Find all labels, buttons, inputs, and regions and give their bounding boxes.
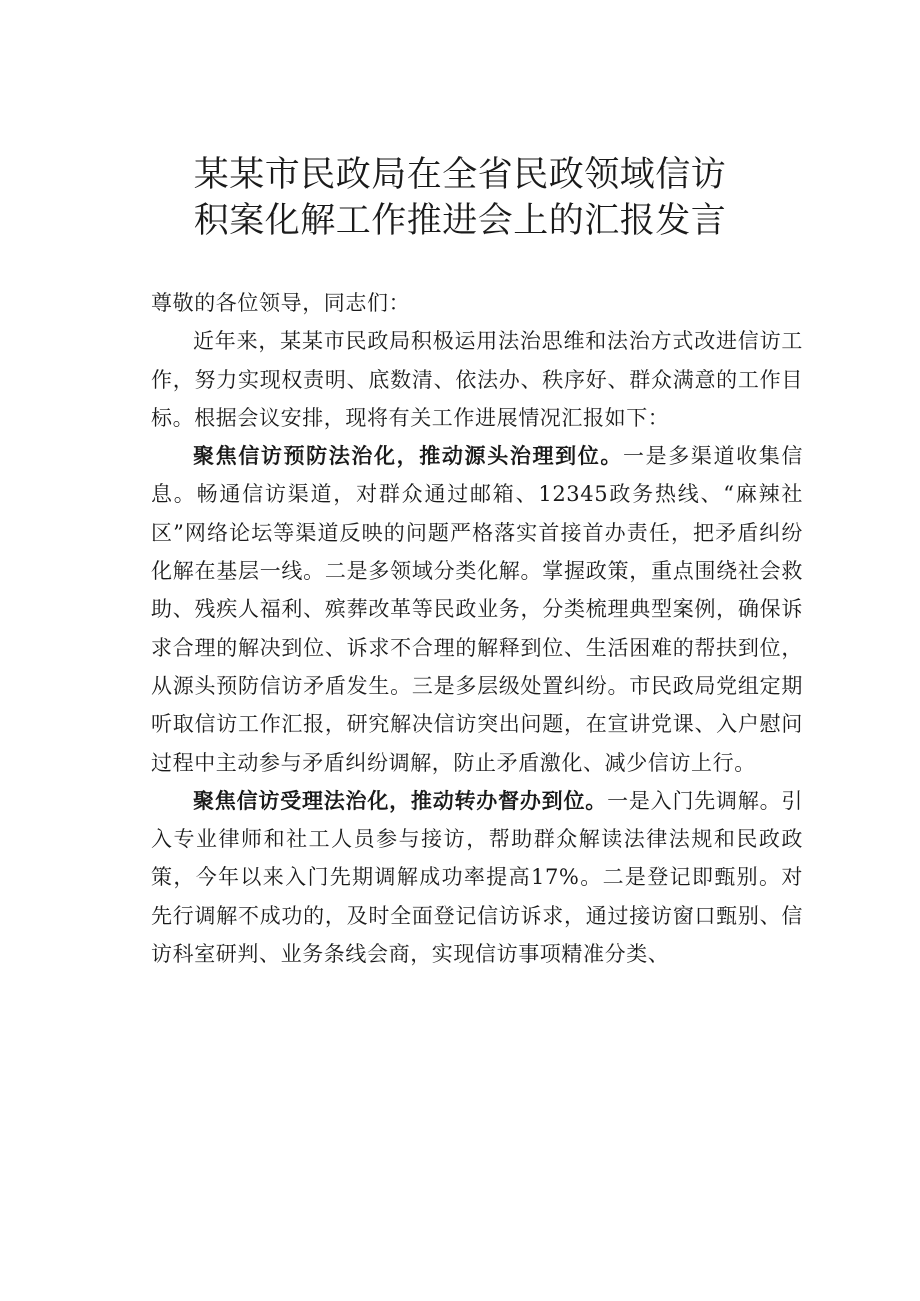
section-2-heading: 聚焦信访受理法治化，推动转办督办到位。 (193, 787, 608, 813)
section-1-text: 一是多渠道收集信息。畅通信访渠道，对群众通过邮箱、12345政务热线、“麻辣社区”网络论坛等渠道反映的问题严格落实首接首办责任，把矛盾纠纷化解在基层一线。二是多领域分类化解。掌握政策，重点围绕社会救助、残疾人福利、殡葬改革等民政业务，分类梳理典型案例，确保诉求合理的解决到位、诉求不合理的解释到位、生活困难的帮扶到位，从源头预防信访矛盾发生。三是多层级处置纠纷。市民政局党组定期听取信访工作汇报，研究解决信访突出问题，在宣讲党课、入户慰问过程中主动参与矛盾纠纷调解，防止矛盾激化、减少信访上行。 (151, 444, 803, 775)
document-title-line-2: 积案化解工作推进会上的汇报发言 (193, 201, 727, 241)
document-title-line-1: 某某市民政局在全省民政领域信访 (193, 155, 727, 195)
section-1-heading: 聚焦信访预防法治化，推动源头治理到位。 (193, 443, 623, 469)
salutation: 尊敬的各位领导，同志们： (151, 291, 411, 315)
intro-paragraph: 近年来，某某市民政局积极运用法治思维和法治方式改进信访工作，努力实现权责明、底数清、依法办、秩序好、群众满意的工作目标。根据会议安排，现将有关工作进展情况汇报如下： (151, 329, 803, 430)
section-1-paragraph (151, 437, 803, 782)
section-2-paragraph (151, 782, 803, 973)
section-2-text: 一是入门先调解。引入专业律师和社工人员参与接访，帮助群众解读法律法规和民政政策，今年以来入门先期调解成功率提高17%。二是登记即甄别。对先行调解不成功的，及时全面登记信访诉求，通过接访窗口甄别、信访科室研判、业务条线会商，实现信访事项精准分类、 (151, 788, 803, 967)
document-body (151, 284, 803, 973)
